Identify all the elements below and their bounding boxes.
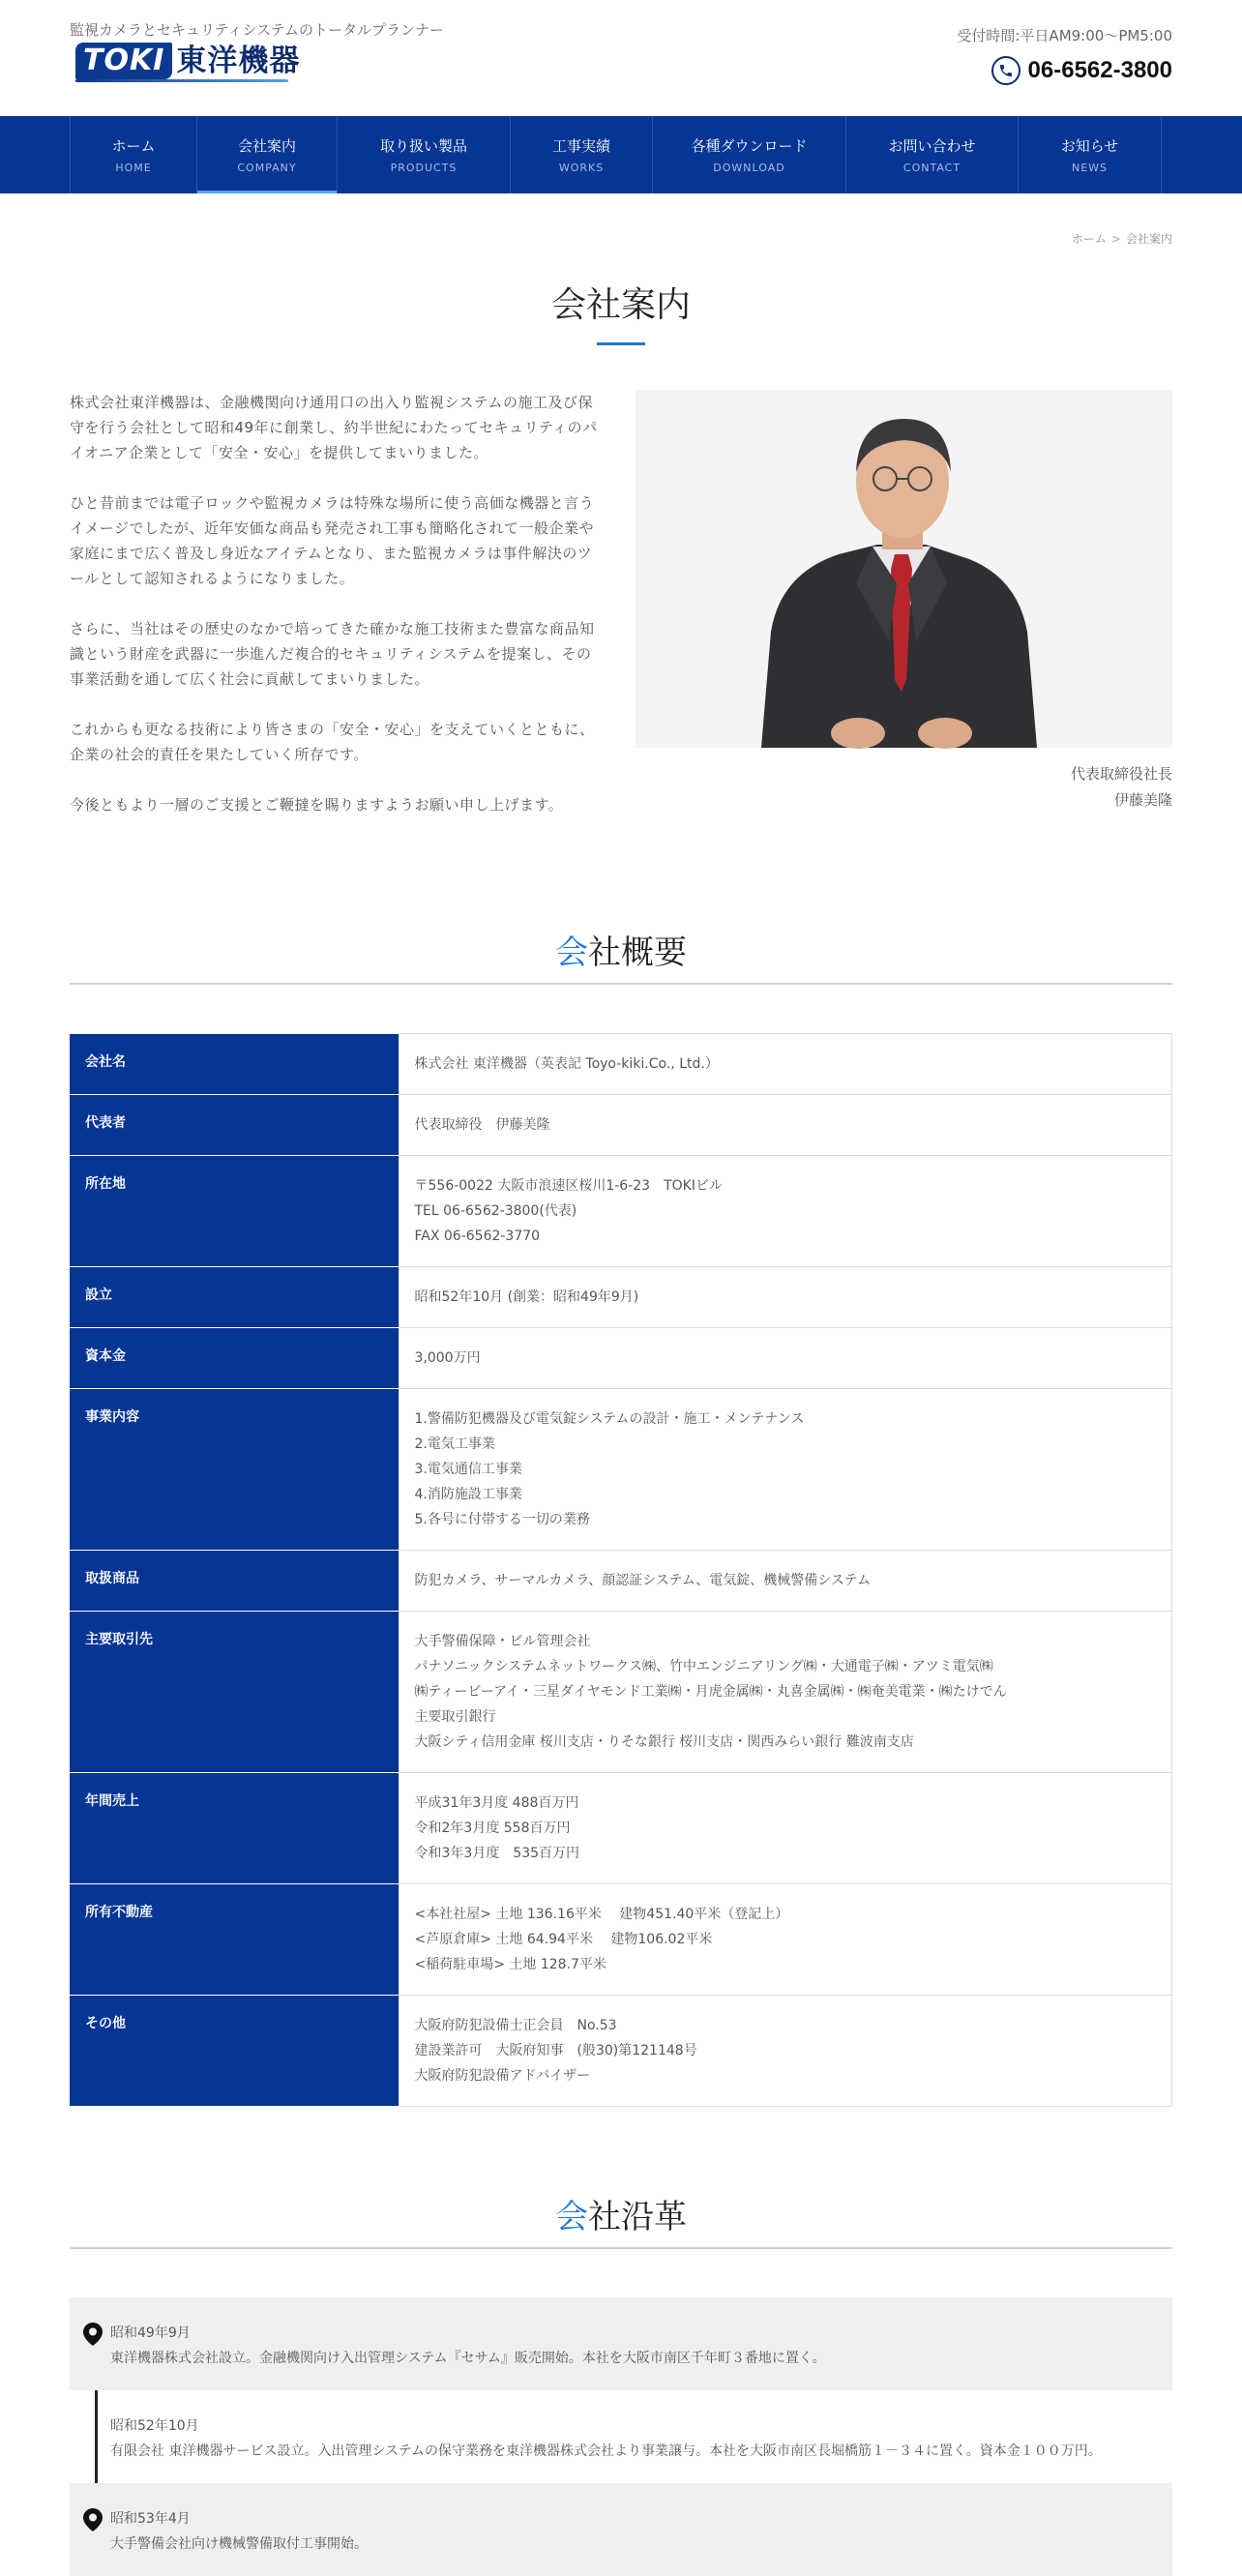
profile-label: 資本金 bbox=[70, 1328, 399, 1389]
profile-value-line: 株式会社 東洋機器（英表記 Toyo-kiki.Co., Ltd.） bbox=[414, 1056, 719, 1072]
profile-value bbox=[399, 1034, 1172, 1095]
company-profile-table bbox=[70, 1033, 1172, 2107]
history-date: 昭和49年9月 bbox=[110, 2325, 191, 2341]
profile-value bbox=[399, 1389, 1172, 1551]
heading-rest: 社概要 bbox=[588, 933, 687, 972]
timeline-line bbox=[95, 2390, 98, 2483]
profile-label: 代表者 bbox=[70, 1095, 399, 1156]
intro-paragraph: 今後ともより一層のご支援とご鞭撻を賜りますようお願い申し上げます。 bbox=[70, 796, 564, 814]
president-photo bbox=[636, 390, 1172, 748]
profile-value-line: 建設業許可 大阪府知事 (般30)第121148号 bbox=[414, 2043, 697, 2058]
nav-sub: HOME bbox=[115, 162, 152, 174]
phone-icon bbox=[991, 56, 1020, 85]
profile-label: その他 bbox=[70, 1996, 399, 2107]
profile-value bbox=[399, 1267, 1172, 1328]
nav-label: 会社案内 bbox=[237, 137, 296, 155]
profile-label: 年間売上 bbox=[70, 1773, 399, 1884]
caption-title: 代表取締役社長 bbox=[1070, 765, 1172, 783]
reception-hours: 受付時間:平日AM9:00～PM5:00 bbox=[957, 27, 1172, 44]
page-title: 会社案内 bbox=[550, 285, 691, 325]
intro-paragraph: これからも更なる技術により皆さまの「安全・安心」を支えていくとともに、企業の社会的責任を果たしていく所存です。 bbox=[70, 721, 595, 763]
nav-label: お問い合わせ bbox=[888, 137, 976, 155]
profile-label: 設立 bbox=[70, 1267, 399, 1328]
intro-paragraph: さらに、当社はその歴史のなかで培ってきた確かな施工技術また豊富な商品知識という財産を武器に一歩進んだ複合的セキュリティシステムを提案し、その事業活動を通して広く社会に貢献してまいりました。 bbox=[70, 620, 595, 688]
nav-sub: COMPANY bbox=[237, 162, 297, 174]
photo-caption bbox=[636, 761, 1172, 814]
profile-value-line: 5.各号に付帯する一切の業務 bbox=[414, 1512, 590, 1527]
profile-value bbox=[399, 1612, 1172, 1773]
profile-value-line: 主要取引銀行 bbox=[414, 1709, 496, 1725]
profile-value-line: <稲荷駐車場> 土地 128.7平米 bbox=[414, 1957, 606, 1972]
nav-sub: CONTACT bbox=[902, 162, 961, 174]
history-text: 有限会社 東洋機器サービス設立。入出管理システムの保守業務を東洋機器株式会社より事業譲与。本社を大阪市南区長堀橋筋１－３４に置く。資本金１００万円。 bbox=[110, 2443, 1102, 2459]
profile-value-line: FAX 06-6562-3770 bbox=[414, 1229, 541, 1244]
profile-value-line: 〒556-0022 大阪市浪速区桜川1-6-23 TOKIビル bbox=[414, 1178, 723, 1194]
company-intro bbox=[70, 390, 1172, 843]
profile-value bbox=[399, 1996, 1172, 2107]
nav-works[interactable] bbox=[511, 116, 653, 193]
nav-contact[interactable] bbox=[846, 116, 1019, 193]
nav-label: お知らせ bbox=[1060, 137, 1119, 155]
profile-value bbox=[399, 1884, 1172, 1996]
profile-value bbox=[399, 1328, 1172, 1389]
main-content bbox=[70, 193, 1172, 2576]
history-text: 大手警備会社向け機械警備取付工事開始。 bbox=[110, 2536, 368, 2552]
nav-label: 工事実績 bbox=[551, 137, 610, 155]
profile-value-line: 3,000万円 bbox=[414, 1350, 481, 1366]
history-item bbox=[70, 2390, 1172, 2483]
profile-label: 主要取引先 bbox=[70, 1612, 399, 1773]
nav-label: 各種ダウンロード bbox=[691, 137, 808, 155]
global-nav bbox=[0, 116, 1242, 193]
overview-heading bbox=[70, 926, 1172, 985]
site-logo[interactable] bbox=[75, 43, 300, 79]
profile-value-line: <本社社屋> 土地 136.16平米 建物451.40平米（登記上） bbox=[414, 1907, 789, 1922]
site-header bbox=[70, 0, 1172, 116]
breadcrumb-home[interactable]: ホーム bbox=[1071, 232, 1107, 246]
nav-news[interactable] bbox=[1019, 116, 1162, 193]
breadcrumb bbox=[70, 193, 1172, 247]
logo-underline bbox=[75, 79, 288, 82]
nav-label: ホーム bbox=[111, 137, 156, 155]
nav-products[interactable] bbox=[338, 116, 511, 193]
profile-value-line: 防犯カメラ、サーマルカメラ、顔認証システム、電気錠、機械警備システム bbox=[414, 1573, 871, 1588]
profile-row bbox=[70, 1267, 1172, 1328]
profile-value-line: 昭和52年10月 (創業：昭和49年9月) bbox=[414, 1289, 639, 1305]
profile-value-line: 令和3年3月度 535百万円 bbox=[414, 1846, 580, 1861]
phone-number: 06-6562-3800 bbox=[1027, 57, 1172, 83]
profile-row bbox=[70, 1389, 1172, 1551]
profile-value-line: 4.消防施設工事業 bbox=[414, 1487, 522, 1502]
history-date: 昭和52年10月 bbox=[110, 2418, 199, 2434]
profile-row bbox=[70, 1884, 1172, 1996]
profile-value-line: 1.警備防犯機器及び電気錠システムの設計・施工・メンテナンス bbox=[414, 1411, 805, 1427]
title-underline bbox=[597, 342, 645, 345]
profile-value-line: 大手警備保障・ビル管理会社 bbox=[414, 1634, 591, 1649]
caption-name: 伊藤美隆 bbox=[1113, 791, 1172, 809]
profile-value bbox=[399, 1095, 1172, 1156]
nav-company[interactable] bbox=[197, 116, 338, 193]
profile-value bbox=[399, 1773, 1172, 1884]
history-timeline bbox=[70, 2297, 1172, 2576]
profile-row bbox=[70, 1612, 1172, 1773]
heading-accent: 会 bbox=[555, 2198, 588, 2236]
nav-sub: PRODUCTS bbox=[390, 162, 458, 174]
profile-value-line: 大阪府防犯設備士正会員 No.53 bbox=[414, 2018, 617, 2033]
profile-row bbox=[70, 1034, 1172, 1095]
history-date: 昭和53年4月 bbox=[110, 2511, 191, 2527]
profile-row bbox=[70, 1328, 1172, 1389]
map-pin-icon bbox=[83, 2508, 103, 2532]
breadcrumb-current: 会社案内 bbox=[1125, 232, 1172, 246]
profile-label: 所在地 bbox=[70, 1156, 399, 1267]
nav-label: 取り扱い製品 bbox=[379, 137, 467, 155]
profile-value-line: <芦原倉庫> 土地 64.94平米 建物106.02平米 bbox=[414, 1932, 713, 1947]
map-pin-icon bbox=[83, 2323, 103, 2346]
profile-label: 会社名 bbox=[70, 1034, 399, 1095]
profile-label: 所有不動産 bbox=[70, 1884, 399, 1996]
nav-sub: NEWS bbox=[1071, 162, 1109, 174]
profile-row bbox=[70, 1551, 1172, 1612]
site-tagline: 監視カメラとセキュリティシステムのトータルプランナー bbox=[70, 21, 445, 39]
profile-value bbox=[399, 1156, 1172, 1267]
profile-value-line: 大阪シティ信用金庫 桜川支店・りそな銀行 桜川支店・関西みらい銀行 難波南支店 bbox=[414, 1734, 914, 1750]
profile-value-line: TEL 06-6562-3800(代表) bbox=[414, 1203, 577, 1219]
logo-text: 東洋機器 bbox=[176, 43, 301, 78]
heading-rest: 社沿革 bbox=[588, 2198, 687, 2236]
nav-download[interactable] bbox=[653, 116, 846, 193]
profile-value-line: 平成31年3月度 488百万円 bbox=[414, 1795, 579, 1811]
intro-paragraph: ひと昔前までは電子ロックや監視カメラは特殊な場所に使う高価な機器と言うイメージでしたが、近年安価な商品も発売され工事も簡略化されて一般企業や家庭にまで広く普及し身近なアイテムとなり、また監視カメラは事件解決のツールとして認知されるようになりました。 bbox=[70, 494, 595, 587]
profile-value-line: 代表取締役 伊藤美隆 bbox=[414, 1117, 550, 1133]
profile-row bbox=[70, 1773, 1172, 1884]
logo-mark: TOKI bbox=[75, 43, 172, 79]
profile-row bbox=[70, 1996, 1172, 2107]
header-phone[interactable] bbox=[991, 56, 1172, 85]
profile-value-line: 2.電気工事業 bbox=[414, 1436, 495, 1452]
profile-value-line: ㈱ティービーアイ・三星ダイヤモンド工業㈱・月虎金属㈱・丸喜金属㈱・㈱奄美電業・㈱たけでん bbox=[414, 1684, 1007, 1700]
intro-paragraph: 株式会社東洋機器は、金融機関向け通用口の出入り監視システムの施工及び保守を行う会社として昭和49年に創業し、約半世紀にわたってセキュリティのパイオニア企業として「安全・安心」を提供してまいりました。 bbox=[70, 394, 598, 461]
history-item bbox=[70, 2297, 1172, 2390]
intro-text bbox=[70, 390, 602, 843]
profile-value-line: 3.電気通信工事業 bbox=[414, 1462, 522, 1477]
profile-value-line: パナソニックシステムネットワークス㈱、竹中エンジニアリング㈱・大通電子㈱・アツミ電気㈱ bbox=[414, 1659, 993, 1674]
profile-label: 取扱商品 bbox=[70, 1551, 399, 1612]
heading-accent: 会 bbox=[555, 933, 588, 972]
profile-value bbox=[399, 1551, 1172, 1612]
breadcrumb-separator: > bbox=[1110, 232, 1121, 246]
nav-home[interactable] bbox=[71, 116, 197, 193]
history-heading bbox=[70, 2190, 1172, 2249]
history-text: 東洋機器株式会社設立。金融機関向け入出管理システム『セサム』販売開始。本社を大阪市南区千年町３番地に置く。 bbox=[110, 2351, 826, 2366]
history-item bbox=[70, 2483, 1172, 2576]
profile-row bbox=[70, 1156, 1172, 1267]
profile-value-line: 大阪府防犯設備アドバイザー bbox=[414, 2068, 591, 2084]
nav-sub: WORKS bbox=[558, 162, 605, 174]
profile-label: 事業内容 bbox=[70, 1389, 399, 1551]
profile-row bbox=[70, 1095, 1172, 1156]
profile-value-line: 令和2年3月度 558百万円 bbox=[414, 1821, 571, 1836]
nav-sub: DOWNLOAD bbox=[713, 162, 785, 174]
president-photo-block bbox=[636, 390, 1172, 843]
